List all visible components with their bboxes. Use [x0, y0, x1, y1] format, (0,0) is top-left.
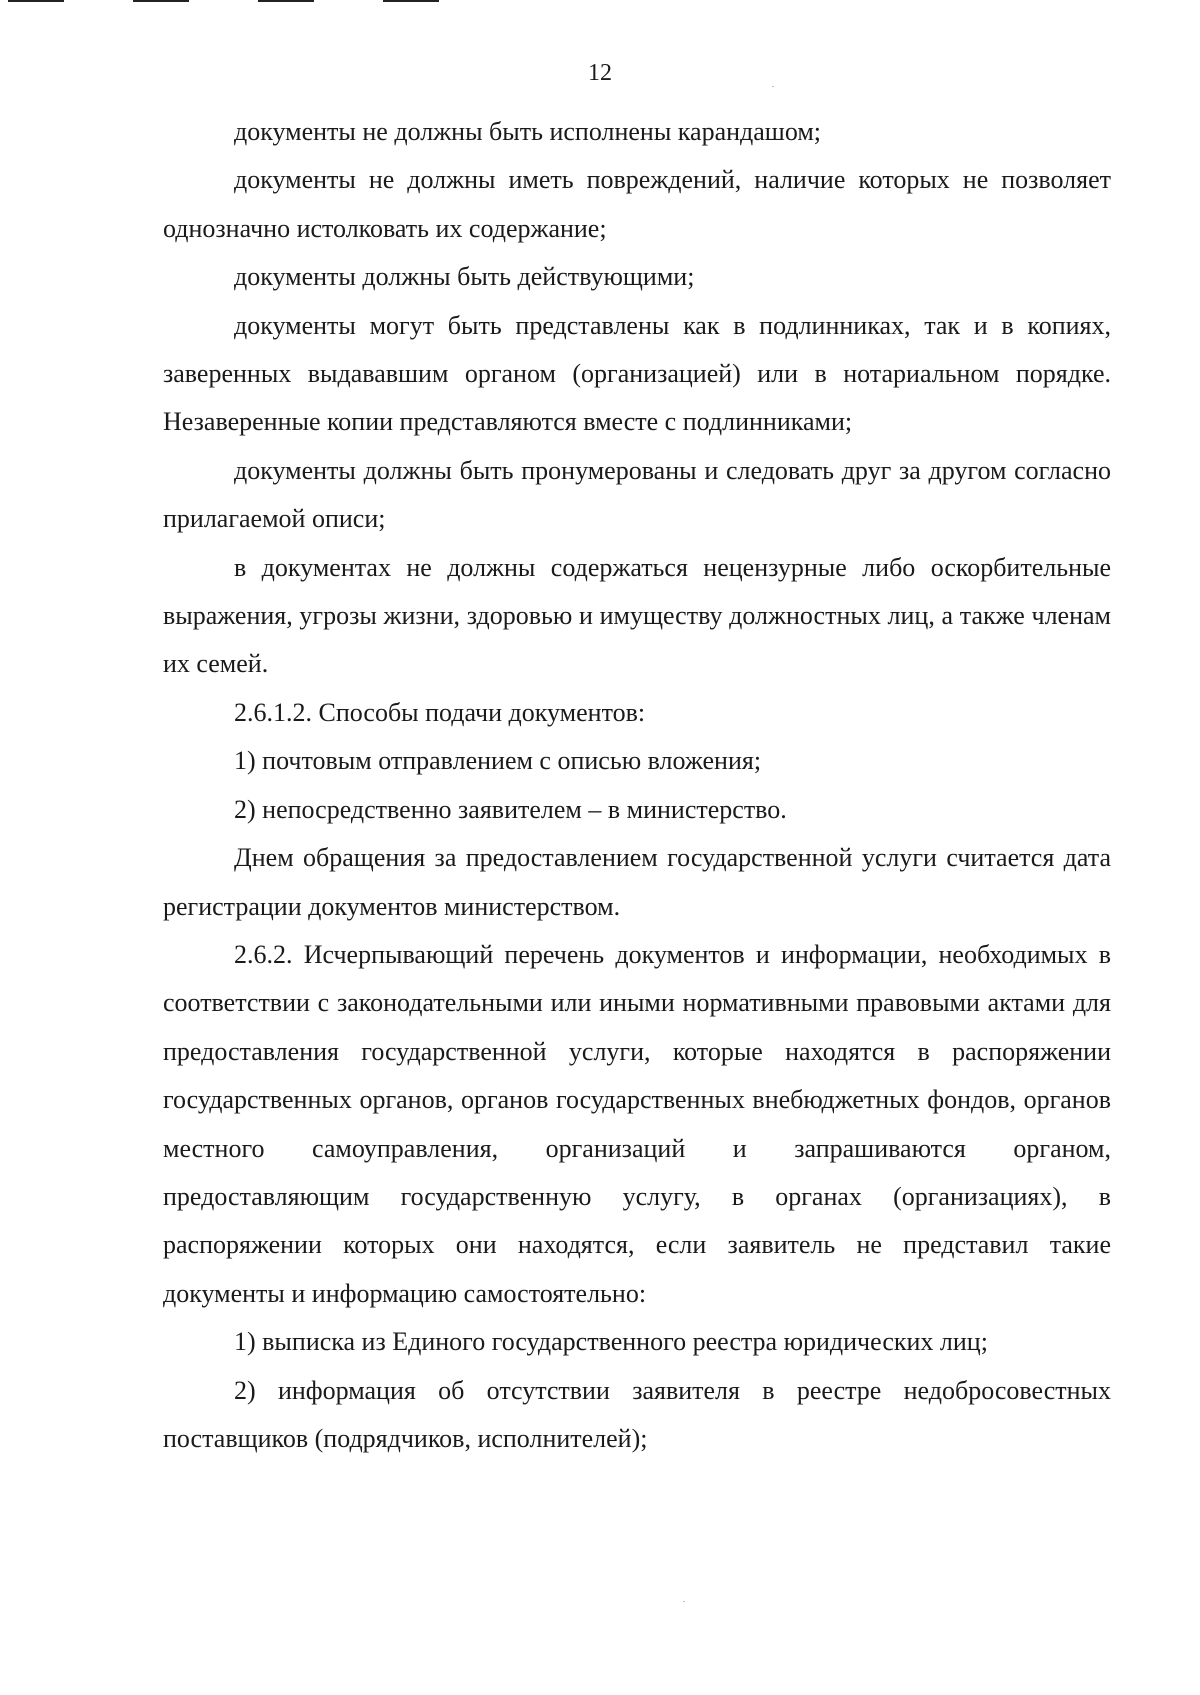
scan-speck	[683, 1601, 685, 1602]
paragraph-numbered: документы должны быть пронумерованы и следовать друг за другом согласно прилагаемой описи;	[163, 455, 1111, 534]
paragraph-valid: документы должны быть действующими;	[234, 262, 695, 292]
list-item-registry: 2) информация об отсутствии заявителя в реестре недобросовестных поставщиков (подрядчиков, исполнителей);	[163, 1375, 1111, 1453]
paragraph-not-pencil: документы не должны быть исполнены карандашом;	[234, 117, 822, 146]
list-item-mail: 1) почтовым отправлением с описью вложения;	[234, 746, 762, 776]
scan-mark	[258, 0, 314, 2]
scan-mark	[383, 0, 439, 2]
scan-mark	[133, 0, 189, 2]
page-number: 12	[588, 60, 612, 86]
paragraph-no-obscene: в документах не должны содержаться нецензурные либо оскорбительные выражения, угрозы жизни, здоровью и имуществу должностных лиц, а также членам их семей.	[163, 552, 1111, 679]
list-item-in-person: 2) непосредственно заявителем – в министерство.	[234, 794, 787, 824]
paragraph-originals-copies: документы могут быть представлены как в подлинниках, так и в копиях, заверенных выдававшим органом (организацией) или в нотариальном порядке. Незаверенные копии представляются вместе с подлинниками;	[163, 310, 1111, 437]
paragraph-application-date: Днем обращения за предоставлением государственной услуги считается дата регистрации документов министерством.	[163, 843, 1111, 921]
paragraph-section-2-6-2: 2.6.2. Исчерпывающий перечень документов и информации, необходимых в соответствии с законодательными или иными нормативными правовыми актами для предоставления государственной услуги, которые находятся в распоряжении государственных органов, органов государственных внебюджетных фондов, органов местного самоуправления, организаций и запрашиваются органом, предоставляющим государственную услугу, в органах (организациях), в распоряжении которых они находятся, если заявитель не представил такие документы и информацию самостоятельно:	[163, 939, 1111, 1308]
paragraph-no-damage: документы не должны иметь повреждений, наличие которых не позволяет однозначно истолковать их содержание;	[163, 165, 1111, 243]
document-body	[163, 108, 1111, 1463]
list-item-egrul: 1) выписка из Единого государственного реестра юридических лиц;	[234, 1327, 988, 1357]
section-heading-submission: 2.6.1.2. Способы подачи документов:	[234, 697, 646, 727]
scan-mark	[8, 0, 64, 2]
scan-speck	[772, 86, 774, 87]
